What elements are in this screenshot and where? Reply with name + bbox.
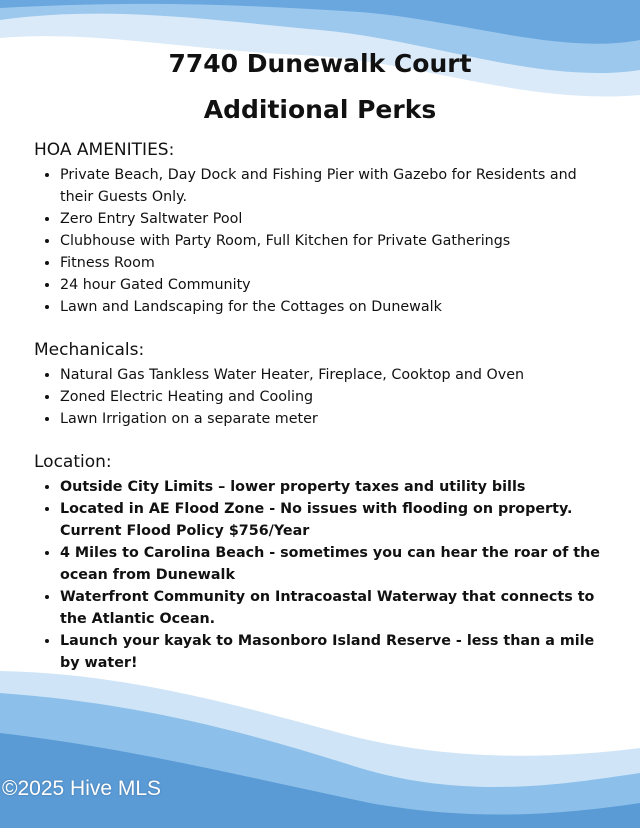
list-item: • Launch your kayak to Masonboro Island Reserve - less than a mile by water! [60,630,604,674]
section-mechanicals [34,340,604,430]
list-item: • Zero Entry Saltwater Pool [60,208,604,230]
list-item: • Outside City Limits – lower property taxes and utility bills [60,476,604,498]
hoa-amenities-list [34,164,604,318]
list-item: • 24 hour Gated Community [60,274,604,296]
list-item: • Lawn and Landscaping for the Cottages on Dunewalk [60,296,604,318]
mechanicals-list [34,364,604,430]
section-heading: HOA AMENITIES: [34,140,175,160]
mls-watermark: ©2025 Hive MLS [2,777,162,800]
list-item: • Private Beach, Day Dock and Fishing Pier with Gazebo for Residents and their Guests Only. [60,164,604,208]
list-item: • Zoned Electric Heating and Cooling [60,386,604,408]
section-hoa-amenities [34,140,604,318]
list-item: • 4 Miles to Carolina Beach - sometimes you can hear the roar of the ocean from Dunewalk [60,542,604,586]
list-item: • Clubhouse with Party Room, Full Kitchen for Private Gatherings [60,230,604,252]
list-item: • Lawn Irrigation on a separate meter [60,408,604,430]
list-item: • Natural Gas Tankless Water Heater, Fireplace, Cooktop and Oven [60,364,604,386]
perks-content [34,140,604,696]
page-title: 7740 Dunewalk Court [168,49,472,78]
page-subtitle: Additional Perks [203,95,437,124]
section-location [34,452,604,674]
location-list [34,476,604,674]
list-item: • Located in AE Flood Zone - No issues with flooding on property. Current Flood Policy $756/Year [60,498,604,542]
list-item: • Fitness Room [60,252,604,274]
section-heading: Location: [34,452,112,472]
list-item: • Waterfront Community on Intracoastal Waterway that connects to the Atlantic Ocean. [60,586,604,630]
section-heading: Mechanicals: [34,340,145,360]
